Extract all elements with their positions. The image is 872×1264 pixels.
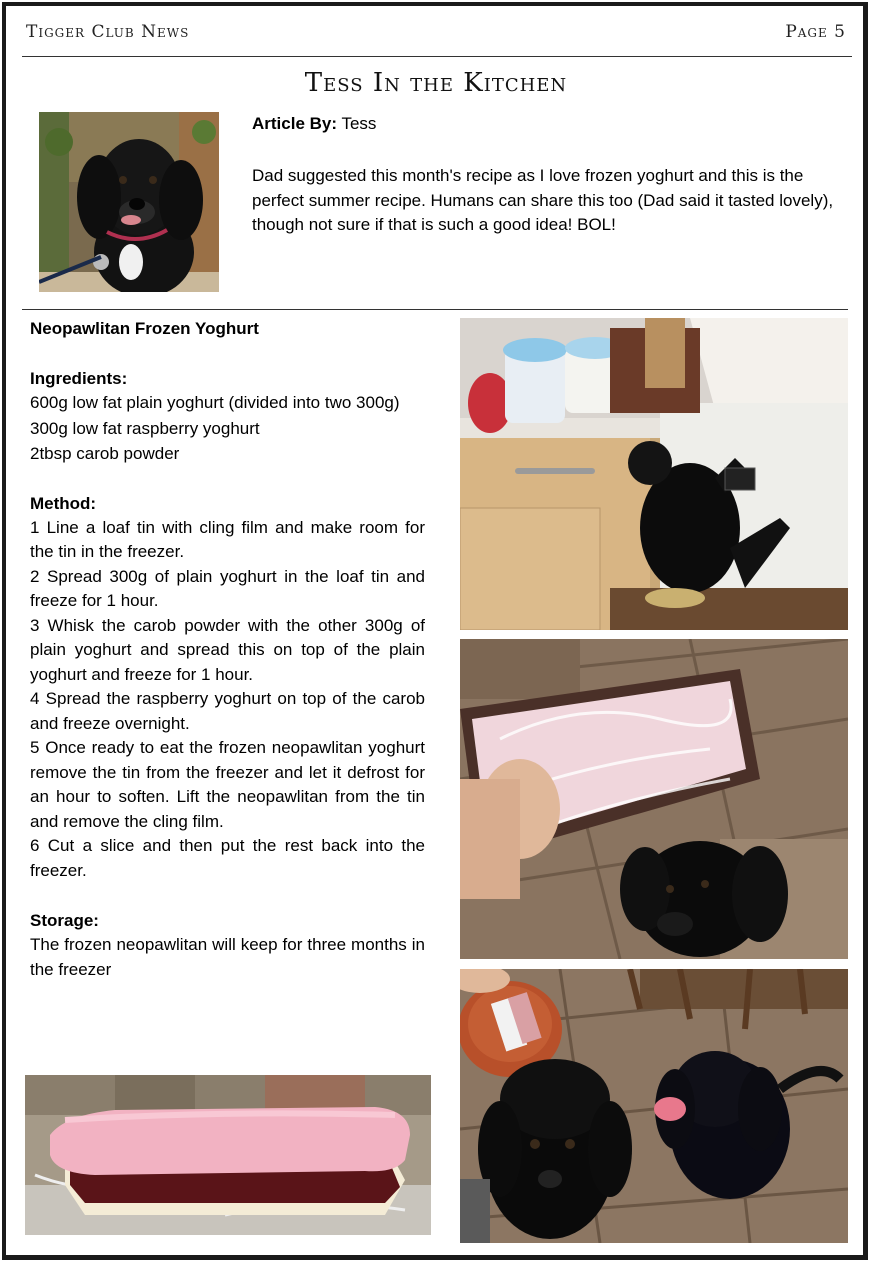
- ingredient-item: 2tbsp carob powder: [30, 443, 180, 463]
- method-step: 6 Cut a slice and then put the rest back into the freezer.: [30, 836, 425, 880]
- ingredient-item: 600g low fat plain yoghurt (divided into two 300g): [30, 393, 400, 412]
- storage-heading: Storage:: [30, 911, 99, 930]
- method-step: 2 Spread 300g of plain yoghurt in the loaf tin and freeze for 1 hour.: [30, 566, 425, 610]
- ingredients-counter-image: [460, 318, 848, 630]
- author-name: Tess: [341, 114, 377, 133]
- recipe-name: Neopawlitan Frozen Yoghurt: [30, 319, 259, 338]
- loaf-tin-photo: [460, 639, 848, 959]
- method-step: 1 Line a loaf tin with cling film and make room for the tin in the freezer.: [30, 517, 425, 561]
- ingredients-heading: Ingredients:: [30, 369, 128, 388]
- tess-portrait-image: [39, 112, 219, 292]
- ingredient-item: 300g low fat raspberry yoghurt: [30, 418, 260, 438]
- loaf-tin-image: [460, 639, 848, 959]
- section-divider: [22, 309, 848, 310]
- recipe-column: [30, 316, 425, 982]
- page-number: Page 5: [785, 22, 846, 42]
- byline-label: Article By:: [252, 114, 338, 133]
- tess-portrait-photo: [39, 112, 219, 292]
- article-intro: Dad suggested this month's recipe as I love frozen yoghurt and this is the perfect summer recipe. Humans can share this too (Dad said it tasted lovely), though not sure if that is such a good idea! BOL!: [252, 166, 834, 234]
- method-heading: Method:: [30, 493, 97, 513]
- dogs-with-treat-image: [460, 969, 848, 1243]
- header-divider: [22, 56, 852, 57]
- dogs-with-treat-photo: [460, 969, 848, 1243]
- article-title: Tess In the Kitchen: [304, 68, 568, 98]
- ingredients-counter-photo: [460, 318, 848, 630]
- method-step: 4 Spread the raspberry yoghurt on top of the carob and freeze overnight.: [30, 689, 425, 733]
- finished-frozen-yoghurt-photo: [25, 1075, 431, 1235]
- storage-text: The frozen neopawlitan will keep for three months in the freezer: [30, 935, 425, 979]
- publication-name: Tigger Club News: [26, 22, 190, 42]
- method-step: 5 Once ready to eat the frozen neopawlitan yoghurt remove the tin from the freezer and let it defrost for an hour to soften. Lift the neopawlitan from the tin and remove the cling film.: [30, 738, 425, 831]
- finished-frozen-yoghurt-image: [25, 1075, 431, 1235]
- method-step: 3 Whisk the carob powder with the other 300g of plain yoghurt and spread this on top of the plain yoghurt and freeze for 1 hour.: [30, 615, 425, 684]
- byline: [252, 114, 376, 134]
